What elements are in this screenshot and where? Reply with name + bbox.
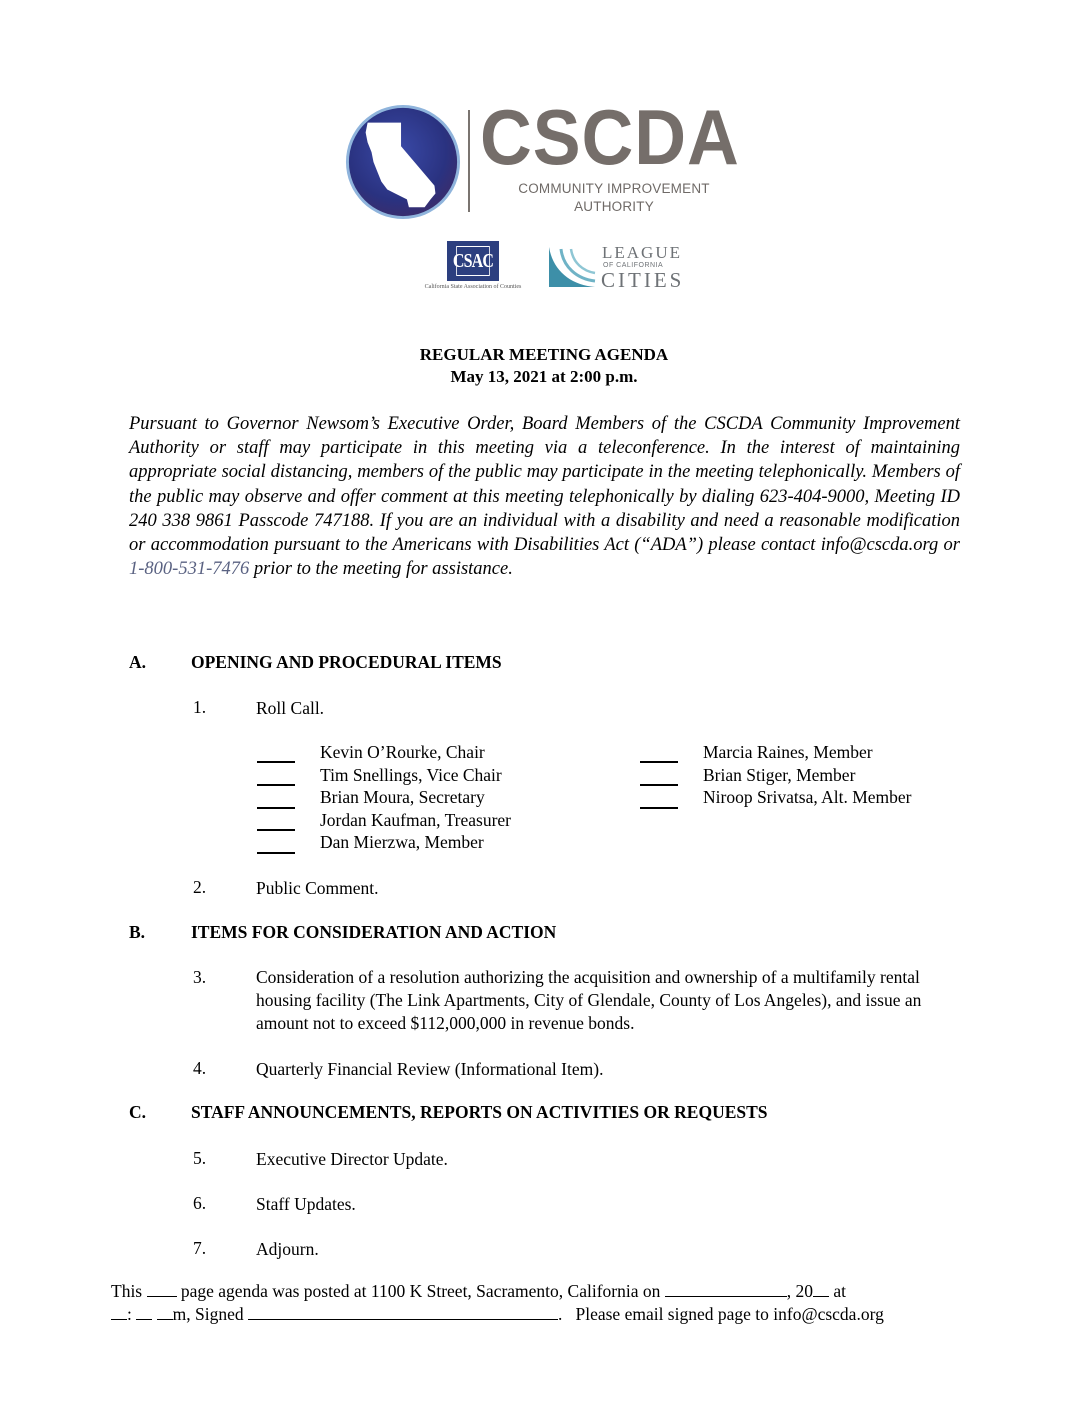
csac-logo-mark: CSAC bbox=[456, 246, 490, 276]
csac-caption: California State Association of Counties bbox=[424, 284, 522, 290]
item-6-text: Staff Updates. bbox=[256, 1194, 356, 1214]
item-7-text: Adjourn. bbox=[256, 1239, 319, 1259]
section-a-title: OPENING AND PROCEDURAL ITEMS bbox=[191, 652, 502, 672]
posting-statement-line2 bbox=[111, 1304, 884, 1325]
roll-call-member: Jordan Kaufman, Treasurer bbox=[320, 810, 511, 830]
roll-call-member: Marcia Raines, Member bbox=[703, 742, 873, 762]
roll-call-member: Tim Snellings, Vice Chair bbox=[320, 765, 502, 785]
item-3-number: 3. bbox=[193, 967, 207, 987]
section-b-letter: B. bbox=[129, 922, 146, 942]
item-5-number: 5. bbox=[193, 1148, 207, 1168]
item-7-number: 7. bbox=[193, 1238, 207, 1258]
am-pm-blank[interactable] bbox=[157, 1304, 173, 1320]
footer-text: m, Signed bbox=[172, 1304, 248, 1324]
section-c-letter: C. bbox=[129, 1102, 147, 1122]
footer-text: , 20 bbox=[786, 1281, 813, 1301]
league-logo-line3: CITIES bbox=[601, 268, 685, 292]
roll-call-blank[interactable] bbox=[640, 784, 678, 786]
item-4-text: Quarterly Financial Review (Informational Item). bbox=[256, 1059, 604, 1079]
roll-call-blank[interactable] bbox=[257, 829, 295, 831]
item-1-text: Roll Call. bbox=[256, 698, 325, 718]
footer-text: This bbox=[111, 1281, 147, 1301]
roll-call-blank[interactable] bbox=[257, 807, 295, 809]
section-b-title: ITEMS FOR CONSIDERATION AND ACTION bbox=[191, 922, 557, 942]
hour-blank[interactable] bbox=[111, 1304, 127, 1320]
roll-call-member: Kevin O’Rourke, Chair bbox=[320, 742, 485, 762]
roll-call-blank[interactable] bbox=[257, 761, 295, 763]
cscda-subtitle-line1: COMMUNITY IMPROVEMENT bbox=[518, 181, 710, 196]
notice-text: Pursuant to Governor Newsom’s Executive Order, Board Members of the CSCDA Community Improvement Authority or staff may participate in this meeting via a teleconference. In the interest of maintaining appropriate social distancing, members of the public may participate in the meeting telephonically. Members of the public may observe and offer comment at this meeting telephonically by dialing 623-404-9000, Meeting ID 240 338 9861 Passcode 747188. If you are an individual with a disability and need a reasonable modification or accommodation pursuant to the Americans with Disabilities Act (“ADA”) please contact info@cscda.org or bbox=[129, 414, 960, 556]
signature-blank[interactable] bbox=[248, 1304, 558, 1320]
page-title: REGULAR MEETING AGENDA bbox=[419, 345, 669, 364]
cscda-wordmark: CSCDA bbox=[480, 93, 740, 181]
notice-text-end: prior to the meeting for assistance. bbox=[249, 559, 513, 580]
roll-call-member: Niroop Srivatsa, Alt. Member bbox=[703, 787, 912, 807]
logo-divider bbox=[468, 110, 470, 212]
roll-call-member: Brian Stiger, Member bbox=[703, 765, 856, 785]
section-a-letter: A. bbox=[129, 652, 147, 672]
cscda-subtitle-line2: AUTHORITY bbox=[574, 199, 654, 214]
item-2-text: Public Comment. bbox=[256, 878, 379, 898]
roll-call-blank[interactable] bbox=[257, 784, 295, 786]
footer-text: page agenda was posted at 1100 K Street, Sacramento, California on bbox=[176, 1281, 665, 1301]
item-2-number: 2. bbox=[193, 877, 207, 897]
item-1-number: 1. bbox=[193, 697, 207, 717]
roll-call-member: Brian Moura, Secretary bbox=[320, 787, 485, 807]
year-blank[interactable] bbox=[813, 1281, 829, 1297]
footer-text: at bbox=[828, 1281, 846, 1301]
roll-call-blank[interactable] bbox=[640, 807, 678, 809]
california-state-seal-icon bbox=[344, 103, 462, 221]
teleconference-notice bbox=[129, 412, 960, 581]
league-logo-line1: LEAGUE bbox=[602, 243, 682, 262]
item-6-number: 6. bbox=[193, 1193, 207, 1213]
item-5-text: Executive Director Update. bbox=[256, 1149, 448, 1169]
footer-text: : bbox=[127, 1304, 137, 1324]
league-waves-icon bbox=[547, 245, 597, 289]
roll-call-member: Dan Mierzwa, Member bbox=[320, 832, 484, 852]
posting-statement-line1 bbox=[111, 1281, 846, 1302]
csac-logo bbox=[447, 241, 499, 281]
roll-call-blank[interactable] bbox=[640, 761, 678, 763]
item-4-number: 4. bbox=[193, 1058, 207, 1078]
footer-text: . Please email signed page to info@cscda.org bbox=[557, 1304, 884, 1324]
section-c-title: STAFF ANNOUNCEMENTS, REPORTS ON ACTIVITIES OR REQUESTS bbox=[191, 1102, 768, 1122]
league-logo-line2: OF CALIFORNIA bbox=[603, 262, 664, 269]
ada-phone-link[interactable]: 1-800-531-7476 bbox=[129, 559, 250, 580]
posting-date-blank[interactable] bbox=[665, 1281, 787, 1297]
minute-blank[interactable] bbox=[136, 1304, 152, 1320]
item-3-text: Consideration of a resolution authorizing the acquisition and ownership of a multifamily rental housing facility (The Link Apartments, City of Glendale, County of Los Angeles), and issue an amount not to exceed $112,000,000 in revenue bonds. bbox=[256, 967, 922, 1033]
roll-call-blank[interactable] bbox=[257, 852, 295, 854]
page-count-blank[interactable] bbox=[147, 1281, 177, 1297]
meeting-date: May 13, 2021 at 2:00 p.m. bbox=[450, 367, 638, 386]
